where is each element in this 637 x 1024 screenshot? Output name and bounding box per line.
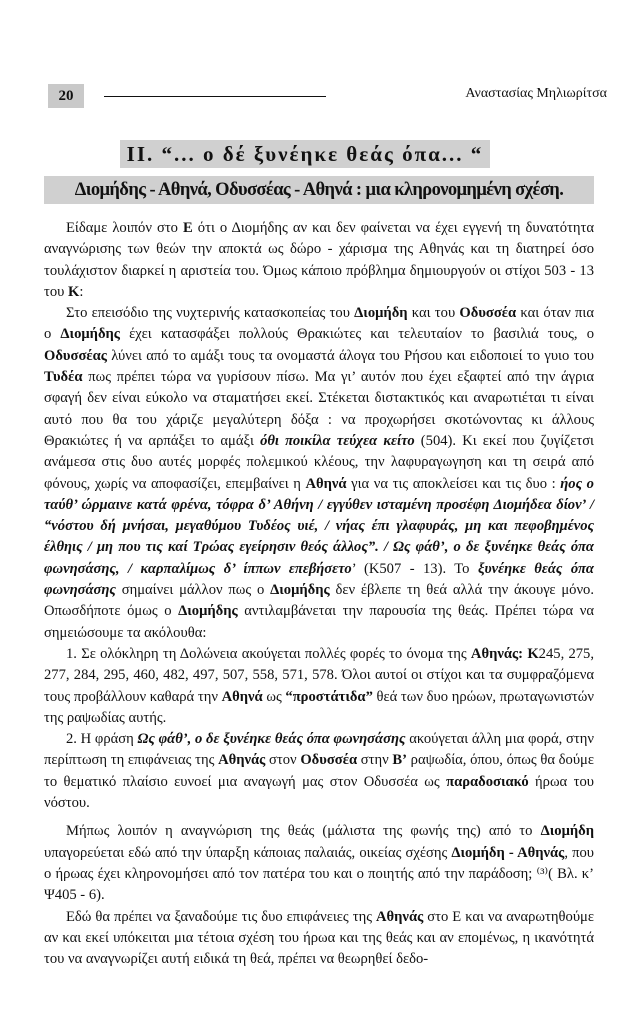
bold-term: Β’	[392, 752, 407, 769]
bold-term: Αθηνά	[305, 475, 347, 492]
quoted-verse: Ως φάθ’, ο δε ξυνέηκε θεάς όπα φωνησάσης	[137, 731, 406, 748]
text-run: για να τις αποκλείσει και τις δυο :	[346, 475, 561, 492]
text-run: στην	[357, 752, 393, 769]
running-head-author: Αναστασίας Μηλιωρίτσα	[465, 86, 607, 101]
text-run: υπαγορεύεται εδώ από την ύπαρξη κάποιας παλαιάς, οικείας σχέσης	[44, 844, 452, 861]
bold-term: Αθηνάς:	[470, 645, 524, 662]
text-run: και όταν πια ο	[44, 305, 594, 343]
text-run: (504). Κι εκεί που ζυγίζετσι ανάμεσα στις δυο αυτές μορφές πολεμικού κλέους, την λαφυραγωγηση και τη σειρά από φόνους, χωρίς να αποφασίζει, επεμβαίνει η	[44, 432, 594, 492]
bold-term: Οδυσσέα	[300, 752, 358, 769]
body-text	[44, 218, 594, 970]
text-run: , που ο ήρωας έχει κληρονομήσει από τον πατέρα του και ο ποιητής από την παράδοση; ⁽³⁾( Βλ. κ’ Ψ405 - 6).	[44, 844, 595, 904]
text-run: :	[79, 283, 84, 300]
text-run: έχει κατασφάξει πολλούς Θρακιώτες και τελευταίον το βασιλιά τους, ο	[119, 326, 594, 343]
text-run: 2. Η φράση	[66, 731, 138, 748]
quoted-verse: ξυνέηκε θεάς όπα φωνησάσης	[44, 560, 594, 599]
text-run: σημαίνει μάλλον πως ο	[115, 582, 271, 599]
text-run: στο Ε και να αναρωτηθούμε αν και εκεί υπόκειται μια τέτοια σχέση του ήρωα και της θεάς και αν επομένως, η ικανότητά του να αναγνωρίζει αυτή ειδικά τη θεά, πρέπει να θεωρηθεί δεδο-	[44, 908, 594, 968]
text-run: ραψωδία, όπου, όπως θα δούμε το θεματικό πλαίσιο ευνοεί μια αναγωγή μας στον Οδυσσέα ως	[44, 752, 594, 790]
text-run: λύνει από το αμάξι τους τα ονομαστά άλογα του Ρήσου και ειδοποιεί το γυιο του	[106, 347, 594, 364]
text-run: ακούγεται άλλη μια φορά, στην περίπτωση τη επιφάνειας της	[44, 731, 594, 769]
bold-term: Αθηνάς	[218, 752, 266, 769]
bold-term: Τυδέα	[44, 369, 83, 386]
paragraph	[44, 907, 594, 971]
text-run: στον	[265, 752, 301, 769]
text-run: δεν έβλεπε τη θεά αλλά την άκουγε μόνο. Οπωσδήποτε όμως ο	[44, 582, 595, 620]
paragraph	[44, 218, 594, 303]
bold-term: Κ	[527, 645, 539, 662]
bold-term: Οδυσσέα	[459, 305, 517, 322]
quoted-verse: ήος ο ταύθ’ ώρμαινε κατά φρένα, τόφρα δ’ Αθήνη / εγγύθεν ισταμένη προσέφη Διομήδεα δίον’ / “νόστου δή μνήσαι, μεγαθύμου Τυδέος υιέ, / νήας έπι γλαφυράς, μη και πεφοβημένος έλθηις / μη πoυ τις καί Τρώας εγείρησιν θεός άλλος”. / Ως φάθ’, ο δε ξυνέηκε θεάς όπα φωνησάσης, / καρπαλίμως δ’ ίππων επεβήσετο	[44, 475, 594, 577]
paragraph	[44, 821, 594, 906]
section-title: ΙΙ. “... ο δέ ξυνέηκε θεάς όπα... “	[120, 140, 490, 168]
quoted-verse: όθι ποικίλα τεύχεα κείτο	[260, 432, 415, 449]
section-subtitle: Διομήδης - Αθηνά, Οδυσσέας - Αθηνά : μια κληρονομημένη σχέση.	[44, 176, 594, 204]
text-run: 1. Σε ολόκληρη τη Δολώνεια ακούγεται πολλές φορές το όνομα της	[66, 645, 471, 662]
paragraph	[44, 644, 594, 729]
text-run: ’ (Κ507 - 13). Το	[351, 560, 478, 577]
bold-term: Ε	[183, 220, 193, 236]
bold-term: Διομήδη	[540, 823, 594, 840]
header-rule	[104, 96, 326, 97]
text-run: ως	[262, 688, 286, 705]
text-run: Στο επεισόδιο της νυχτερινής κατασκοπείας του	[66, 305, 355, 322]
text-run: Μήπως λοιπόν η αναγνώριση της θεάς (μάλιστα της φωνής της) από το	[66, 823, 541, 840]
bold-term: Αθηνάς	[375, 908, 424, 925]
bold-term: Κ	[68, 283, 80, 300]
text-run: Εδώ θα πρέπει να ξαναδούμε τις δυο επιφάνειες της	[66, 908, 376, 925]
bold-term: “προστάτιδα”	[285, 688, 373, 705]
page-header	[48, 82, 607, 110]
text-run: ήρωα του νόστου.	[44, 773, 594, 812]
text-run: και του	[407, 305, 460, 322]
bold-term: παραδοσιακό	[446, 773, 529, 790]
text-run: πως πρέπει τώρα να γυρίσουν πίσω. Μα γι’ αυτόν που έχει εξαφτεί από την άγρια σφαγή δεν είναι εύκολο να σταματήσει εκεί. Στέκεται διστακτικός και αναρωτιέται τι είναι αυτό που θα του χάριζε μεγαλύτερη δόξα : να προχωρήσει σκοτώνοντας κι άλλους Θρακιώτες ή να αρπάξει το αμάξι	[44, 369, 594, 449]
paragraph	[44, 729, 594, 814]
bold-term: Οδυσσέας	[44, 347, 107, 364]
bold-term: Διομήδης	[60, 326, 120, 343]
bold-term: Αθηνά	[221, 688, 263, 705]
text-run: Είδαμε λοιπόν στο	[66, 220, 184, 236]
bold-term: Διομήδης	[178, 603, 238, 620]
bold-term: Διομήδης	[270, 582, 330, 599]
page-number: 20	[48, 84, 84, 108]
bold-term: Διομήδη - Αθηνάς	[451, 844, 565, 861]
text-run: ότι ο Διομήδης αν και δεν φαίνεται να έχει εγγενή τη δυνατότητα αναγνώρισης των θεών την αποκτά ως δώρο - χάρισμα της Αθηνάς και τη διατηρεί όσο τουλάχιστον διαρκεί η αριστεία του. Όμως κάποιο πρόβλημα δημιουργούν οι στίχοι 503 - 13 του	[44, 220, 594, 300]
text-run: θεά των δυο ηρώων, πρωταγωνιστών της ραψωδίας αυτής.	[44, 688, 595, 726]
text-run: αντιλαμβάνεται την παρουσία της θεάς. Πρέπει τώρα να σημειώσουμε τα ακόλουθα:	[44, 603, 595, 641]
paragraph	[44, 303, 594, 644]
text-run: 245, 275, 277, 284, 295, 460, 482, 497, 507, 558, 571, 578. Όλοι αυτοί οι στίχοι και τα συμφραζόμενα τους προβάλλουν καθαρά την	[44, 645, 595, 705]
bold-term: Διομήδη	[354, 305, 408, 322]
